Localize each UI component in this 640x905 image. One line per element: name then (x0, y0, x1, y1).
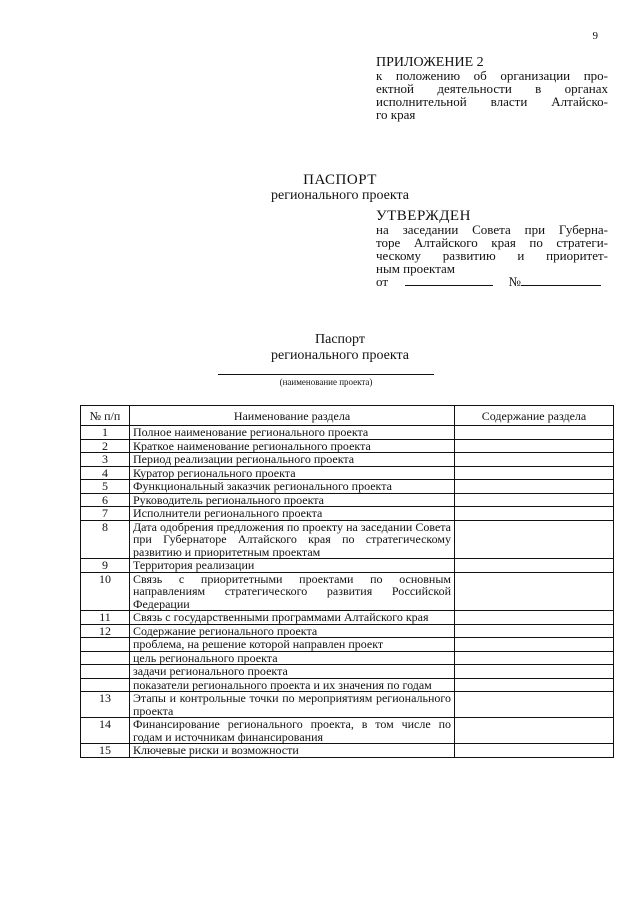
table-body (81, 426, 614, 758)
row-number: 8 (81, 520, 130, 559)
row-section-name: показатели регионального проекта и их значения по годам (130, 678, 455, 692)
row-number: 1 (81, 426, 130, 440)
table-row (81, 665, 614, 679)
page-number: 9 (592, 30, 598, 42)
table-row (81, 493, 614, 507)
row-section-name: Дата одобрения предложения по проекту на заседании Совета при Губернаторе Алтайского края по стратегическому развитию и приоритетным проектам (130, 520, 455, 559)
row-section-name: Исполнители регионального проекта (130, 507, 455, 521)
approval-heading: УТВЕРЖДЕН (376, 208, 471, 224)
approval-date-number-line (376, 275, 608, 288)
row-section-name: Связь с приоритетными проектами по основным направлениям стратегического развития Российской Федерации (130, 572, 455, 611)
table-row (81, 559, 614, 573)
row-section-content[interactable] (455, 439, 614, 453)
row-section-name: Период реализации регионального проекта (130, 453, 455, 467)
annex-heading: ПРИЛОЖЕНИЕ 2 (376, 55, 484, 70)
table-row (81, 638, 614, 652)
table-row (81, 692, 614, 718)
table-row (81, 480, 614, 494)
table-row (81, 507, 614, 521)
row-section-name: проблема, на решение которой направлен проект (130, 638, 455, 652)
row-number (81, 651, 130, 665)
project-name-line[interactable] (218, 374, 434, 375)
approval-line: на заседании Совета при Губерна- (376, 222, 608, 237)
row-number: 7 (81, 507, 130, 521)
row-section-content[interactable] (455, 493, 614, 507)
approval-number-blank[interactable] (521, 275, 601, 286)
annex-line: ектной деятельности в органах (376, 81, 608, 96)
row-section-name: Связь с государственными программами Алтайского края (130, 611, 455, 625)
annex-line: го края (376, 107, 416, 122)
passport-title-word: Паспорт (315, 332, 365, 347)
passport-title-word: ПАСПОРТ (303, 172, 377, 188)
passport-table (80, 405, 614, 758)
approval-from-label: от (376, 274, 389, 289)
table-row (81, 744, 614, 758)
row-number: 3 (81, 453, 130, 467)
annex-block (376, 56, 608, 121)
table-row (81, 718, 614, 744)
passport-title-top (230, 172, 450, 204)
row-number (81, 678, 130, 692)
header-section-name: Наименование раздела (130, 406, 455, 426)
row-section-content[interactable] (455, 426, 614, 440)
row-section-content[interactable] (455, 520, 614, 559)
table-header-row (81, 406, 614, 426)
approval-number-label: № (508, 274, 521, 289)
row-section-content[interactable] (455, 572, 614, 611)
row-section-name: Руководитель регионального проекта (130, 493, 455, 507)
row-section-name: Этапы и контрольные точки по мероприятиям регионального проекта (130, 692, 455, 718)
row-section-content[interactable] (455, 718, 614, 744)
row-number: 9 (81, 559, 130, 573)
row-section-content[interactable] (455, 651, 614, 665)
table-row (81, 453, 614, 467)
header-section-content: Содержание раздела (455, 406, 614, 426)
annex-line: к положению об организации про- (376, 68, 608, 83)
table-row (81, 520, 614, 559)
passport-subtitle: регионального проекта (270, 348, 410, 363)
row-section-name: Функциональный заказчик регионального проекта (130, 480, 455, 494)
row-section-content[interactable] (455, 611, 614, 625)
row-section-name: Территория реализации (130, 559, 455, 573)
row-section-name: цель регионального проекта (130, 651, 455, 665)
row-section-name: Куратор регионального проекта (130, 466, 455, 480)
row-number: 6 (81, 493, 130, 507)
table-row (81, 439, 614, 453)
row-number: 2 (81, 439, 130, 453)
row-section-content[interactable] (455, 665, 614, 679)
row-section-name: Краткое наименование регионального проекта (130, 439, 455, 453)
row-number: 10 (81, 572, 130, 611)
row-section-name: Ключевые риски и возможности (130, 744, 455, 758)
row-number: 13 (81, 692, 130, 718)
row-section-content[interactable] (455, 559, 614, 573)
table-row (81, 678, 614, 692)
row-number: 15 (81, 744, 130, 758)
row-section-name: Финансирование регионального проекта, в том числе по годам и источникам финансирования (130, 718, 455, 744)
row-number (81, 665, 130, 679)
row-section-content[interactable] (455, 744, 614, 758)
row-number: 14 (81, 718, 130, 744)
row-section-name: Содержание регионального проекта (130, 624, 455, 638)
row-number (81, 638, 130, 652)
row-section-name: задачи регионального проекта (130, 665, 455, 679)
passport-title-main (230, 332, 450, 364)
row-section-content[interactable] (455, 638, 614, 652)
annex-line: исполнительной власти Алтайско- (376, 94, 608, 109)
table-row (81, 624, 614, 638)
row-section-content[interactable] (455, 466, 614, 480)
row-section-content[interactable] (455, 507, 614, 521)
approval-block (376, 210, 608, 288)
table-row (81, 572, 614, 611)
row-number: 5 (81, 480, 130, 494)
row-number: 4 (81, 466, 130, 480)
table-row (81, 611, 614, 625)
row-number: 11 (81, 611, 130, 625)
row-section-content[interactable] (455, 692, 614, 718)
row-section-name: Полное наименование регионального проекта (130, 426, 455, 440)
passport-subtitle: регионального проекта (270, 188, 410, 203)
row-section-content[interactable] (455, 453, 614, 467)
approval-line: ческому развитию и приоритет- (376, 248, 608, 263)
approval-line: торе Алтайского края по стратеги- (376, 235, 608, 250)
row-section-content[interactable] (455, 678, 614, 692)
row-section-content[interactable] (455, 480, 614, 494)
row-section-content[interactable] (455, 624, 614, 638)
project-name-caption: (наименование проекта) (279, 377, 373, 387)
header-num: № п/п (81, 406, 130, 426)
row-number: 12 (81, 624, 130, 638)
approval-date-blank[interactable] (405, 275, 493, 286)
table-row (81, 426, 614, 440)
table-row (81, 466, 614, 480)
approval-line: ным проектам (376, 261, 456, 276)
table-row (81, 651, 614, 665)
